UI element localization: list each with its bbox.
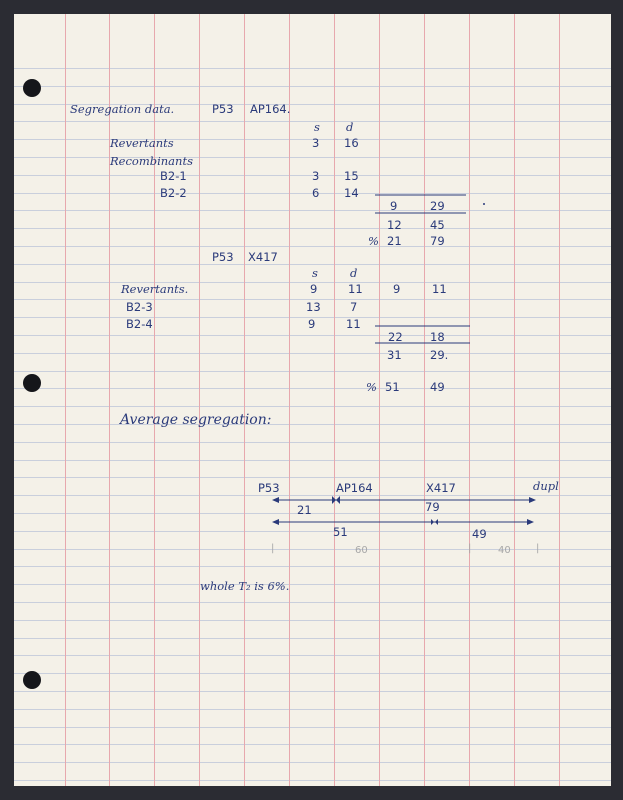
cell: 16 [344,136,359,150]
arrowhead [272,497,279,503]
strain-p53: P53 [212,250,234,264]
marker-ap164 [332,496,336,504]
average-heading: Average segregation: [120,412,272,428]
arrowhead [529,497,536,503]
pencil-60: 60 [355,545,368,556]
percent-sign: % [368,234,379,248]
cell: 3 [312,136,320,150]
percent-sign: % [366,380,377,394]
strain-x417: X417 [248,250,278,264]
cell: 11 [432,282,447,296]
total-s: 12 [387,218,402,232]
total-s: 31 [387,348,402,362]
cell: 11 [346,317,361,331]
cell: 14 [344,186,359,200]
col-d: d [346,120,354,134]
row-label: B2-1 [160,169,187,183]
map-label-dupl: dupl [533,479,559,493]
row-label: Revertants. [121,282,189,296]
col-s: s [314,120,320,134]
pencil-40: 40 [498,545,511,556]
distance-21: 21 [297,503,312,517]
map-label-ap164: AP164 [336,481,373,495]
cell: 7 [350,300,358,314]
pencil-tick: | [468,543,472,554]
distance-49: 49 [472,527,487,541]
pencil-tick: | [536,543,540,554]
cell: 15 [344,169,359,183]
arrowhead [272,519,279,525]
cell: 11 [348,282,363,296]
pct-s: 51 [385,380,400,394]
map-label-p53: P53 [258,481,280,495]
cell: 3 [312,169,320,183]
row-label: Revertants [110,136,174,150]
marker-ap164 [336,496,340,504]
pct-d: 79 [430,234,445,248]
subtotal-d: 29 [430,199,445,213]
distance-51: 51 [333,525,348,539]
stray-dot [483,203,485,205]
row-label: B2-2 [160,186,187,200]
arrowhead [527,519,534,525]
distance-79: 79 [425,500,440,514]
pencil-tick: | [271,543,275,554]
cell: 9 [393,282,401,296]
col-d: d [350,266,358,280]
total-d: 29. [430,348,449,362]
col-s: s [312,266,318,280]
subtotal-d: 18 [430,330,445,344]
cell: 9 [310,282,318,296]
cell: 13 [306,300,321,314]
pct-s: 21 [387,234,402,248]
pct-d: 49 [430,380,445,394]
cell: 9 [308,317,316,331]
marker-x417 [435,519,438,525]
cell: 6 [312,186,320,200]
row-label: Recombinants [110,154,193,168]
row-label: B2-3 [126,300,153,314]
strain-ap164: AP164. [250,102,291,116]
row-label: B2-4 [126,317,153,331]
title: Segregation data. [70,102,175,116]
marker-x417 [431,519,434,525]
total-d: 45 [430,218,445,232]
strain-p53: P53 [212,102,234,116]
subtotal-s: 9 [390,199,398,213]
map-label-x417: X417 [426,481,456,495]
footnote: whole T₂ is 6%. [200,579,290,593]
subtotal-s: 22 [388,330,403,344]
